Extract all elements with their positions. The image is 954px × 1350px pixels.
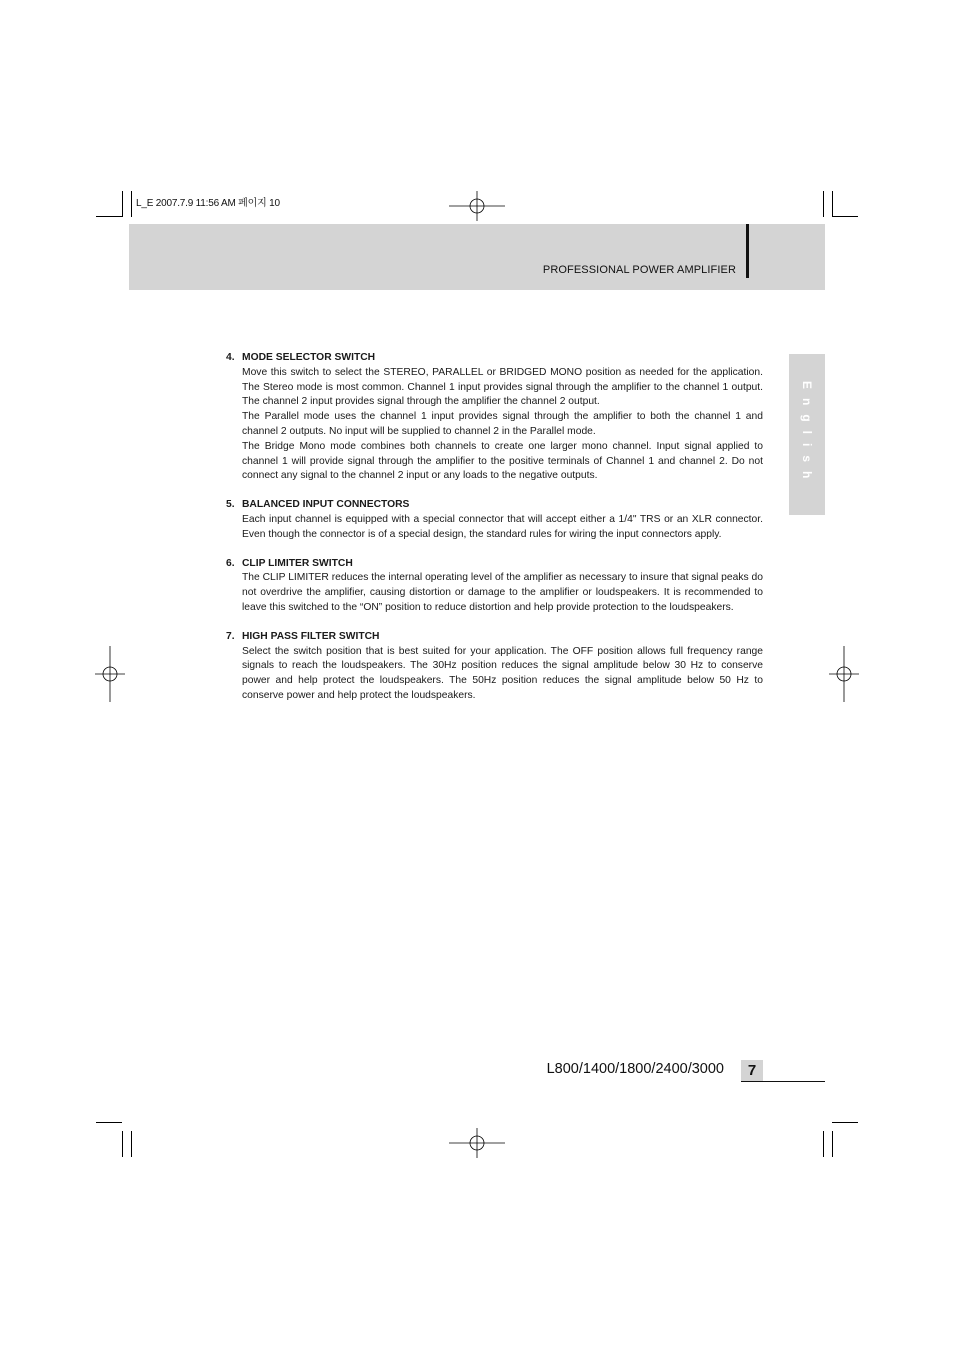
- registration-mark-icon: [449, 1128, 505, 1158]
- section-number: 6.: [226, 557, 235, 569]
- section-number: 5.: [226, 499, 235, 511]
- header-divider: [746, 224, 749, 278]
- section-title: HIGH PASS FILTER SWITCH: [242, 630, 380, 642]
- paragraph: The Bridge Mono mode combines both channels to create one larger mono channel. Input signal applied to channel 1 will provide signal through the amplifier to the positive terminals of Channel 1 and channel 2. Do not connect any signal to the channel 2 input or any loads to the negative outputs.: [242, 440, 763, 482]
- header-title: PROFESSIONAL POWER AMPLIFIER: [542, 264, 736, 276]
- language-tab: [789, 354, 825, 515]
- section-clip-limiter: [226, 557, 763, 616]
- paragraph: Each input channel is equipped with a special connector that will accept either a 1/4" TRS or an XLR connector. Even though the connector is of a special design, the standard rules for wiring the input connectors apply.: [242, 513, 763, 540]
- crop-mark: [96, 216, 122, 217]
- section-title: CLIP LIMITER SWITCH: [242, 557, 353, 569]
- section-heading: [226, 351, 763, 366]
- language-tab-label: English: [800, 381, 814, 488]
- section-title: BALANCED INPUT CONNECTORS: [242, 499, 410, 511]
- registration-mark-icon: [829, 646, 859, 702]
- registration-mark-icon: [449, 191, 505, 221]
- section-number: 4.: [226, 352, 235, 363]
- section-balanced-input: [226, 498, 763, 542]
- crop-mark: [131, 191, 132, 217]
- section-heading: [226, 498, 763, 513]
- section-heading: [226, 630, 763, 645]
- crop-mark: [832, 1131, 833, 1157]
- crop-mark: [832, 191, 833, 217]
- section-body: [226, 366, 763, 484]
- section-high-pass-filter: [226, 630, 763, 704]
- crop-mark: [823, 191, 824, 217]
- page-header: [129, 224, 825, 290]
- footer-model-numbers: L800/1400/1800/2400/3000: [546, 1061, 724, 1077]
- section-body: [226, 513, 763, 543]
- registration-mark-icon: [95, 646, 125, 702]
- section-title: MODE SELECTOR SWITCH: [242, 352, 376, 363]
- crop-mark: [832, 1122, 858, 1123]
- section-number: 7.: [226, 630, 235, 642]
- crop-mark: [832, 216, 858, 217]
- paragraph: Select the switch position that is best suited for your application. The OFF position allows full frequency range signals to reach the loudspeakers. The 30Hz position reduces the signal amplitude below 30 Hz to conserve power and help protect the loudspeakers. The 50Hz position reduces the signal amplitude below 50 Hz to conserve power and help protect the loudspeakers.: [242, 645, 763, 701]
- main-content: [226, 351, 763, 718]
- crop-mark: [96, 1122, 122, 1123]
- page-number: 7: [741, 1060, 763, 1081]
- paragraph: Move this switch to select the STEREO, PARALLEL or BRIDGED MONO position as needed for the application. The Stereo mode is most common. Channel 1 input provides signal through the amplifier to the channel 1 output. The channel 2 input provides signal through the amplifier the channel 2 output.: [242, 366, 763, 408]
- section-heading: [226, 557, 763, 572]
- section-body: [226, 571, 763, 615]
- section-mode-selector: [226, 351, 763, 484]
- crop-mark: [823, 1131, 824, 1157]
- paragraph: The Parallel mode uses the channel 1 input provides signal through the amplifier to both the channel 1 and channel 2 outputs. No input will be supplied to channel 2 in the Parallel mode.: [242, 411, 763, 437]
- crop-mark: [131, 1131, 132, 1157]
- print-slug: L_E 2007.7.9 11:56 AM 페이지 10: [136, 198, 280, 209]
- crop-mark: [122, 191, 123, 217]
- paragraph: The CLIP LIMITER reduces the internal operating level of the amplifier as necessary to insure that signal peaks do not overdrive the amplifier, causing distortion or damage to the amplifier or loudspeakers. It is recommended to leave this switched to the “ON” position to reduce distortion and help provide protection to the loudspeakers.: [242, 572, 763, 613]
- crop-mark: [122, 1131, 123, 1157]
- footer-divider: [741, 1081, 825, 1082]
- section-body: [226, 645, 763, 704]
